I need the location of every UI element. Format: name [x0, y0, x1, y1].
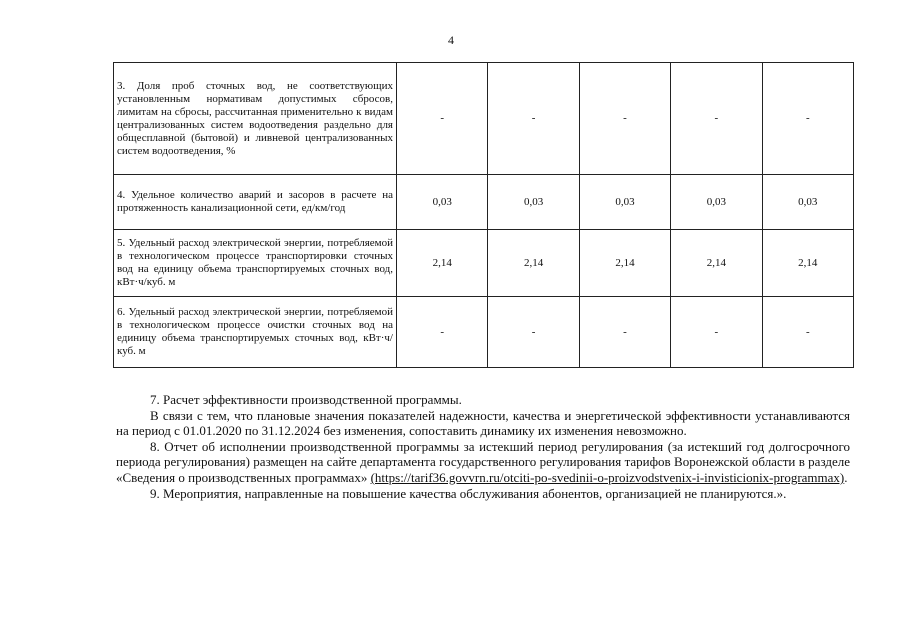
section-8-text	[116, 439, 850, 486]
indicator-value: -	[671, 63, 762, 175]
indicator-value: -	[397, 297, 488, 368]
indicator-value: -	[579, 63, 670, 175]
section-7-text: В связи с тем, что плановые значения показателей надежности, качества и энергетической эффективности устанавливаются на период с 01.01.2020 по 31.12.2024 без изменения, сопоставить динамику их изменения невозможно.	[116, 407, 850, 439]
table-row	[114, 230, 854, 297]
document-body	[116, 392, 850, 501]
indicator-label: 5. Удельный расход электрической энергии, потребляемой в технологическом процессе транспортировки сточных вод на единицу объема транспортируемых сточных вод, кВт·ч/куб. м	[114, 230, 397, 297]
indicator-value: 0,03	[762, 175, 853, 230]
indicator-value: -	[762, 297, 853, 368]
indicator-value: 2,14	[762, 230, 853, 297]
department-website-link[interactable]: (https://tarif36.govvrn.ru/otciti-po-svedinii-o-proizvodstvenix-i-invisticionix-programmax)	[370, 469, 845, 485]
indicator-value: -	[579, 297, 670, 368]
indicator-value: 0,03	[579, 175, 670, 230]
indicator-label: 6. Удельный расход электрической энергии, потребляемой в технологическом процессе очистки сточных вод на единицу объема транспортируемых сточных вод, кВт·ч/куб. м	[114, 297, 397, 368]
section-9-text: 9. Мероприятия, направленные на повышение качества обслуживания абонентов, организацией не планируются.».	[150, 485, 787, 501]
indicator-value: 0,03	[488, 175, 579, 230]
indicator-value: 2,14	[488, 230, 579, 297]
indicator-value: -	[397, 63, 488, 175]
indicator-value: 0,03	[671, 175, 762, 230]
indicator-value: -	[488, 297, 579, 368]
indicator-value: 0,03	[397, 175, 488, 230]
page-number: 4	[448, 33, 454, 47]
table-row	[114, 297, 854, 368]
indicators-table	[113, 62, 854, 368]
indicator-label: 3. Доля проб сточных вод, не соответствующих установленным нормативам допустимых сбросов, лимитам на сбросы, рассчитанная применительно к видам централизованных систем водоотведения раздельно для общесплавной (бытовой) и ливневой централизованных систем водоотведения, %	[114, 63, 397, 175]
table-row	[114, 175, 854, 230]
section-8-body: 8. Отчет об исполнении производственной программы за истекший период регулирования (за истекший год долгосрочного периода регулирования) размещен на сайте департамента государственного регулирования тарифов Воронежской области в разделе «Сведения о производственных программах»	[116, 438, 850, 485]
indicator-value: 2,14	[397, 230, 488, 297]
table-row	[114, 63, 854, 175]
indicator-value: -	[671, 297, 762, 368]
indicator-value: 2,14	[671, 230, 762, 297]
indicator-value: -	[488, 63, 579, 175]
indicator-value: -	[762, 63, 853, 175]
section-8-end: .	[844, 469, 848, 485]
indicator-label: 4. Удельное количество аварий и засоров в расчете на протяженность канализационной сети, ед/км/год	[114, 175, 397, 230]
indicator-value: 2,14	[579, 230, 670, 297]
section-7-heading: 7. Расчет эффективности производственной программы.	[150, 392, 462, 407]
